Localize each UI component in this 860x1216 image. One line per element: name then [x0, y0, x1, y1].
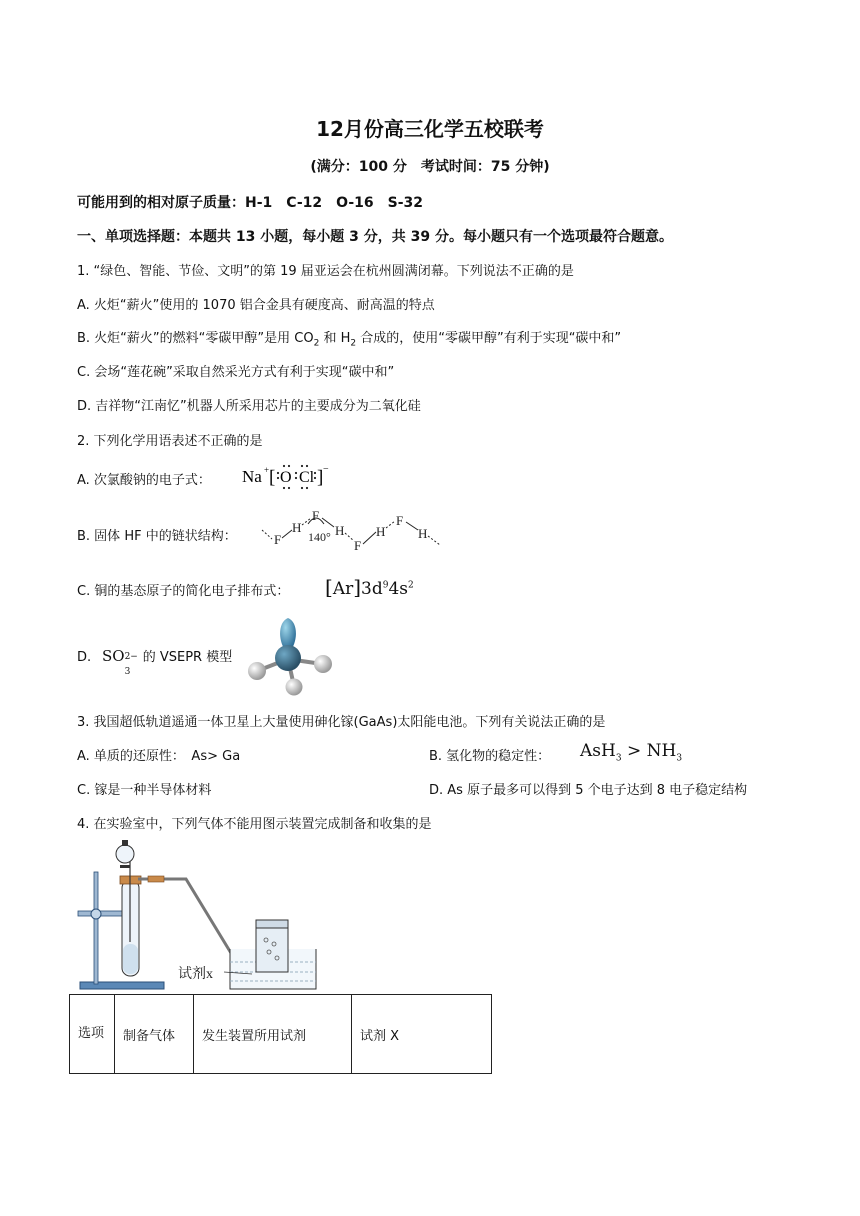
svg-text:O: O [280, 469, 292, 486]
table-header-cell: 选项 [70, 995, 115, 1074]
q2-option-c: C. 铜的基态原子的简化电子排布式： [77, 584, 290, 599]
exam-title: 12月份高三化学五校联考 [316, 117, 544, 141]
svg-text:F: F [312, 508, 320, 523]
svg-text:F: F [354, 538, 362, 552]
vsepr-model-image [244, 614, 336, 698]
svg-text:+: + [264, 465, 270, 475]
q1-option-b: B. 火炬“薪火”的燃料“零碳甲醇”是用 $CO_2$ 和 $H_2$ 合成的，使用“零碳甲醇”有利于实现“碳中和” [77, 331, 622, 349]
svg-text:试剂x: 试剂x [178, 967, 213, 982]
table-header-cell: 发生装置所用试剂 [194, 995, 352, 1074]
svg-text:−: − [323, 464, 329, 475]
q3-option-a: A. 单质的还原性： As> Ga [77, 749, 241, 764]
q4-options-table [69, 994, 492, 1074]
hypochlorite-electron-formula [240, 460, 336, 494]
q1-stem: 1. “绿色、智能、节俭、文明”的第 19 届亚运会在杭州圆满闭幕。下列说法不正确的是 [77, 264, 574, 279]
q4-stem: 4. 在实验室中，下列气体不能用图示装置完成制备和收集的是 [77, 817, 432, 832]
svg-text:H: H [292, 520, 302, 535]
gas-apparatus-diagram [74, 834, 324, 994]
atomic-masses: 可能用到的相对原子质量：H-1 C-12 O-16 S-32 [77, 195, 423, 211]
q2-option-a: A. 次氯酸钠的电子式： [77, 473, 211, 488]
table-header-cell: 制备气体 [115, 995, 194, 1074]
q2-stem: 2. 下列化学用语表述不正确的是 [77, 434, 263, 449]
svg-text:F: F [274, 532, 282, 547]
svg-text:]: ] [317, 467, 324, 488]
svg-text:F: F [396, 513, 404, 528]
q2-option-d: D. [77, 650, 92, 665]
cu-electron-config: $[Ar]3d^94s^2$ [325, 575, 414, 599]
so3-vsepr-label: SO 2− 3 的 VSEPR 模型 [102, 647, 233, 677]
table-header-cell: 试剂 X [352, 995, 492, 1074]
hf-chain-structure [258, 508, 448, 552]
hydride-stability-formula: $AsH_3 > NH_3$ [580, 741, 683, 764]
table-row [70, 995, 492, 1074]
q1-option-c: C. 会场“莲花碗”采取自然采光方式有利于实现“碳中和” [77, 365, 395, 380]
svg-text:[: [ [269, 467, 276, 488]
svg-text:140°: 140° [308, 530, 331, 544]
q2-option-b: B. 固体 HF 中的链状结构： [77, 529, 237, 544]
q3-option-b: B. 氢化物的稳定性： [429, 749, 551, 764]
q3-option-c: C. 镓是一种半导体材料 [77, 783, 212, 798]
section-heading: 一、单项选择题：本题共 13 小题，每小题 3 分，共 39 分。每小题只有一个选项最符合题意。 [77, 229, 673, 245]
q3-stem: 3. 我国超低轨道遥通一体卫星上大量使用砷化镓(GaAs)太阳能电池。下列有关说法正确的是 [77, 715, 606, 730]
svg-text:H: H [335, 523, 345, 538]
svg-text:Cl: Cl [299, 469, 315, 486]
q3-option-d: D. As 原子最多可以得到 5 个电子达到 8 电子稳定结构 [429, 783, 748, 798]
exam-subtitle: (满分：100 分 考试时间：75 分钟) [310, 159, 550, 175]
svg-text:H: H [376, 524, 386, 539]
svg-text:Na: Na [242, 467, 262, 486]
q1-option-a: A. 火炬“薪火”使用的 1070 铝合金具有硬度高、耐高温的特点 [77, 298, 435, 313]
q1-option-d: D. 吉祥物“江南忆”机器人所采用芯片的主要成分为二氧化硅 [77, 399, 421, 414]
svg-text:H: H [418, 526, 428, 541]
